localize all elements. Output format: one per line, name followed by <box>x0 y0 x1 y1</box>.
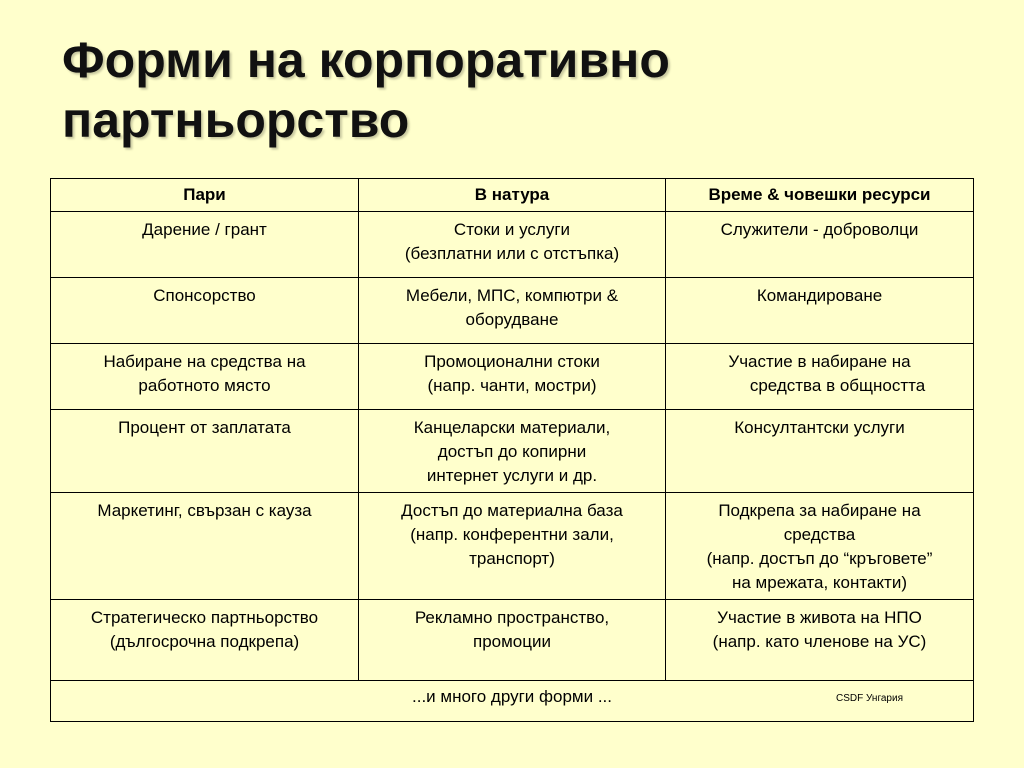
page-title <box>62 30 962 150</box>
header-money: Пари <box>51 179 359 212</box>
cell-line: средства <box>783 525 856 544</box>
page-title-line-1: Форми на корпоративно <box>62 32 670 88</box>
cell-line: Процент от заплатата <box>118 418 291 437</box>
cell-line: Мебели, МПС, компютри & <box>405 286 619 305</box>
cell-time <box>666 493 974 600</box>
table-row <box>51 212 974 278</box>
cell-line: (напр. като членове на УС) <box>712 632 927 651</box>
cell-money <box>51 600 359 681</box>
cell-line: Подкрепа за набиране на <box>718 501 921 520</box>
cell-in-kind <box>359 344 666 410</box>
cell-line: Промоционални стоки <box>424 352 600 371</box>
partnership-forms-table <box>50 178 974 722</box>
cell-line: Маркетинг, свързан с кауза <box>97 501 312 520</box>
cell-money <box>51 410 359 493</box>
cell-line: транспорт) <box>469 549 555 568</box>
source-credit: CSDF Унгария <box>836 693 903 704</box>
cell-time <box>666 212 974 278</box>
cell-line: работното място <box>138 376 271 395</box>
cell-in-kind <box>359 212 666 278</box>
page-title-line-2: партньорство <box>62 92 410 148</box>
cell-line: достъп до копирни <box>437 442 587 461</box>
table-header-row <box>51 179 974 212</box>
cell-line: (напр. достъп до “кръговете” <box>706 549 933 568</box>
cell-in-kind <box>359 278 666 344</box>
cell-time <box>666 344 974 410</box>
cell-line: Стратегическо партньорство <box>90 608 319 627</box>
cell-line: Спонсорство <box>153 286 256 305</box>
table-row <box>51 600 974 681</box>
cell-line: промоции <box>473 632 551 651</box>
cell-line: Стоки и услуги <box>453 220 571 239</box>
cell-line: Участие в живота на НПО <box>717 608 922 627</box>
table-row <box>51 493 974 600</box>
table-row <box>51 410 974 493</box>
header-in-kind: В натура <box>359 179 666 212</box>
footer-text: ...и много други форми ... <box>412 687 612 706</box>
cell-line: Дарение / грант <box>142 220 267 239</box>
cell-line: средства в общността <box>749 376 926 395</box>
cell-money <box>51 493 359 600</box>
cell-line: (безплатни или с отстъпка) <box>404 244 620 263</box>
table-row <box>51 278 974 344</box>
cell-line: Служители - доброволци <box>720 220 919 239</box>
cell-line: интернет услуги и др. <box>426 466 598 485</box>
cell-line: Канцеларски материали, <box>413 418 611 437</box>
cell-line: Набиране на средства на <box>103 352 306 371</box>
cell-line: (дългосрочна подкрепа) <box>109 632 300 651</box>
header-time-resources: Време & човешки ресурси <box>666 179 974 212</box>
cell-line: (напр. конферентни зали, <box>410 525 614 544</box>
cell-line: (напр. чанти, мостри) <box>427 376 597 395</box>
cell-time <box>666 410 974 493</box>
cell-line: Рекламно пространство, <box>414 608 610 627</box>
cell-line: Командироване <box>756 286 883 305</box>
cell-line: оборудване <box>465 310 559 329</box>
cell-in-kind <box>359 600 666 681</box>
cell-money <box>51 212 359 278</box>
cell-money <box>51 278 359 344</box>
cell-in-kind <box>359 410 666 493</box>
table-footer-row <box>51 681 974 722</box>
cell-in-kind <box>359 493 666 600</box>
cell-line: Участие в набиране на <box>728 352 911 371</box>
cell-line: на мрежата, контакти) <box>731 573 907 592</box>
cell-money <box>51 344 359 410</box>
footer-cell <box>51 681 974 722</box>
cell-line: Достъп до материална база <box>401 501 623 520</box>
cell-time <box>666 600 974 681</box>
table-row <box>51 344 974 410</box>
cell-time <box>666 278 974 344</box>
cell-line: Консултантски услуги <box>734 418 905 437</box>
